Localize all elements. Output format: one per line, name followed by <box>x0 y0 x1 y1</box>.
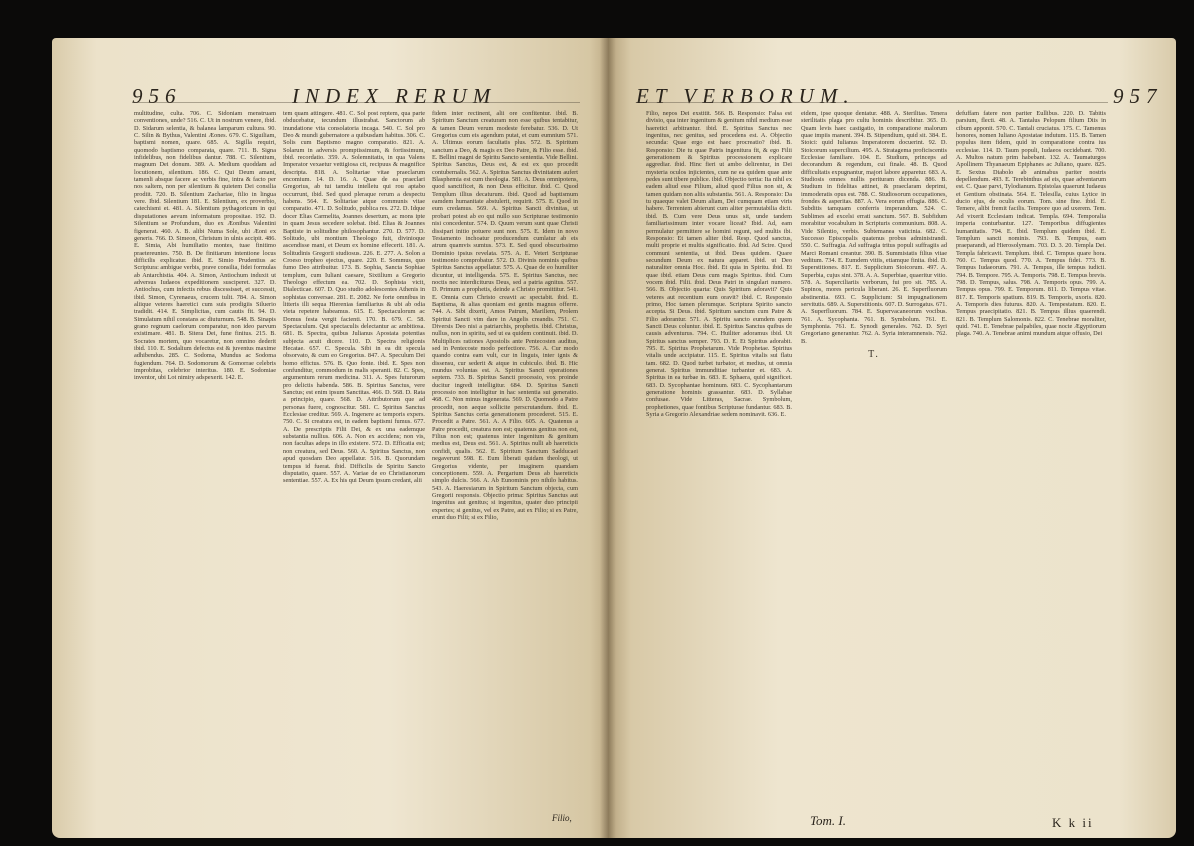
catchword: Filio, <box>552 813 572 823</box>
running-head-right: ET VERBORUM. <box>636 84 855 108</box>
left-column-3 <box>432 110 578 800</box>
right-page <box>608 38 1176 838</box>
book-gutter <box>600 38 616 838</box>
right-column-1 <box>646 110 792 800</box>
column-text: multitudine, culta. 706. C. Sidoniam menstruam conventiones, unde? 516. C. Ut in nostrum venere, ibid. D. Sidarum selentia, & balanea lamparum cultura. 90. C. Silin & Bythus, Valentini Æones. 679. C. Siguiliam, baptismi nomen, quare. 685. A. Sigilla requiri, quomodo baptismo comparata, quare. 711. B. Signa infidelibus, non fidelibus dantur. 788. C. Silentium, magnum Dei donum. 389. A. Medium quoddam ad locutionem, silentium. 186. C. Qui Deum amant, tamenli absque facere ac verbis fine, intra & facto per nos saltem, non per silentium & quietem Dei consilia prodiit. 720. B. Silentium Zachariae, filio in lingua vere. Ibid. Silentium 181. E. Silentium, ex proverbio, catechismi et. 481. A. Silentium pythagoricum in qui disputationes aevum informatum propositae. 192. D. Silentium se Profundum, duo ex Æonibus Valentini figenerat. 460. A. B. alibi Numa Sole, ubi Æoni ex generis. 766. D. Simeon, Christum in ulnis accipit. 486. E. Simia, Abi humiliatio montes, tuae finitimo praetereuntes. 750. B. De finitiarum intentione locus difficilis explicatur. ibid. E. Simio Prudentius ac Scriptura: ambigue verbis, prave consilia, fidei formulas ab Antarchistia. 404. A. Simon, Antiochum induxit ut adversus Iudaeos expeditionem susciperet. 327. D. Antiochus, cum infectis rebus discessisset, et successit, ibid. Simon, Cyrenaeus, crucem tulit. 784. A. Simon aliique veteres haeretici cum suis prodigiis Siluerio tradidit. 414. E. Simplicitas, cum cautis fit. 94. D. Simulatum nihil constans ac diuturnum. 548. B. Sinapis grano regnum caelorum comparatur, non ideo parvum existimare. 481. B. Sitera Dei, fune finitus. 215. B. Socrates mortem, quo vocaretur, non omnino dederit ibid. 110. E. Sodalium defectus est & juventus maxime adhibendus. 285. C. Sodoma, Mundus ac Sodoma fugiendum. 764. D. Sodomorum & Gomorrae celebris improbitas, celebrior interitus. 180. E. Sodomiae inventor, ubi Lot nimiry adspexerit. 142. E. <box>134 110 276 382</box>
left-column-2 <box>283 110 425 800</box>
column-text: defuffam fatere non pariter Eullibus. 220. D. Tabitis parsium, flecti. 48. A. Tantalus Pelopum filium Diis in cibum apponit. 570. C. Tantali cruciatus. 175. C. Tamenus honores, nomen Iuliano Apostatae indutum. 115. B. Tamen populus item fidem, quid in comparatione contra ius ecclesiae. 114. D. Taum populi, Iudaeos occidebant. 700. A. Multos natum prim habebant. 132. A. Taumaturgos Apollinem Thyanaeum Epiphanes ac Juliano, quare. 825. E. Sextus Diabolo ab animabus pariter nostris depellendum. 493. E. Terebinthus ad eis, quae adventarum est. C. Quae parvi, Tylodianum. Epistolas quaerunt Iudaeus et Gentium obstinata. 564. E. Telesilla, cuius Lytice in ducio ejus, de oculis eorum. Tom. sine fine. ibid. E. Temere, alibi fremit facilis. Tempore quo ad uxerem. Tem. Ad vixerit Ecclesiam indicat. Templa. 694. Temporalia imperia conturbantur. 127. Temporibus diffugientes humanitatis. 794. E. Ibid. Templum quidem ibid. E. Templum sancti nominis. 793. B. Tempus, eam praeparandi, ad Hierosolymam. 703. D. 3. 20. Templa Dei. Templa fabricavit. Templum. ibid. C. Tempus quare hora. 760. C. Tempus quod. 770. A. Tempus fidei. 773. B. Tempus Iudaeorum. 791. A. Tempus, ille tempus iudicii. 794. B. Tempore. 795. A. Temporis. 798. E. Tempus brevis. 798. D. Tempus, salus. 798. A. Temporis opus. 799. A. Tempus opus. 799. E. Temporum. 811. D. Tempus vitae. 817. E. Temporis spatium. 819. B. Temporis, uxoris. 820. A. Temporis dies futurus. 820. A. Tempestatum. 820. E. Tempus praecipitatio. 821. B. Tempus illius quaerendi. 821. B. Templum Salomonis. 822. C. Tenebrae moraliter, quid. 741. E. Tenebrae palpabiles, quae nocte Ægyptiorum plaga. 740. A. Tenebrae animi mundum atque offusio, Dei <box>956 110 1106 338</box>
right-column-2 <box>801 110 947 800</box>
signature-mark: K k ii <box>1052 815 1094 830</box>
page-number-right: 957 <box>1113 84 1163 108</box>
column-text: fidem inter rectinent, alii ore confitentur. ibid. B. Spiritum Sanctum creaturam non esse quibus tentabitur, & tamen Deum verum modeste ferebatur. 536. D. Ut Gregorius cum eis agendum putat, et cum eumnium 571. A. Ultimus eorum facultatis plus. 572. B. Spiritum sanctum a Deo, & magis ex Deo Patre, & Filio esse. ibid. E. Bellini magni de Spiritu Sancto sententia. Vide Bellini. Spiritus Sanctus, Deus est, & est ex quo procedit contubernalis. 562. A. Spiritus Sanctus divinitatem aufert Blasphemia est cum theologia. 581. A. Deus omnipotens, quod sanctificet, & non Deus efficitur. ibid. C. Quod Templum illius decaturum. ibid. Quod ad baptismum eamdem humanitate abstulerit, requirit. 575. E. Quod in eum credamus. 569. A. Spiritus Sancti divinitas, ut probari potest ab eo qui nullo suo Scripturae testimonio nisi concedentur. 574. D. Quum verum sunt quae Christi dissipari initio potuere sunt non. 575. E. Idem in novo Testamento inchoatur producendum cumlatur ab eis atrum quamvis sumtus. 573. E. Sed quod obscurissimo Dominio ipsius revelata. 575. A. E. Veteri Scripturae testimonio comprobatur. 572. D. Divinis nominis quibus Spiritus Sanctus appellatur. 575. A. Quae de eo humiliter dicuntur, ut intelligenda. 575. E. Spiritus Sanctus, nec noctis nec interdiciturus Deus, sed a patria agnitus. 557. D. Primum a prophetis, deinde a Christo promittitur. 541. E. Omnia cum Christo creavit ac spectabit. ibid. E. Baptisma, & alias quoniam est gentis magnus offerre. 744. A. Sibi dixerit, Amos Patrum, Mariliem, Prolem Spiritui Sancti vim dare in Angelis creandis. 751. C. Diversis Deo nisi a patriarchis, prophetis. ibid. Christus, nullus, non in spiritu, sed ut ea quidem continuit. ibid. D. Multiplices rationes Apostolis ante Pentecosten auditus, sed in Pentecoste modo perfectiore. 756. A. Cur modo quando contra eam vult, cur in linguis, inter ignis & dissensu, cur sederit & atque in cubiculo. ibid. B. Hic mundus voluntas est. A. Spiritus Sancti operationes septem. 733. B. Spiritus Sancti processio, vox proinde ducitur ingredi intelligitur. 684. D. Spiritus Sancti processio non intelligitur in hac sententia sui generatio. 468. C. Non minus ingenerata. 569. D. Quomodo a Patre procedit, non aeque sollicite perscrutandum. ibid. E. Spiritus Sanctus certa generationem procederet. 515. E. Procedit a Patre. 561. A. A Filio. 605. A. Quatenus a Patre procedit, creatura non est; quatenus genitus non est, Filius non est; quatenus inter ingenitum & genitum medius est, Deus est. 561. A. Spiritus nulli ab haereticis confidi, qualis. 562. E. Spiritum Sanctum Sadducaei negaverunt 598. E. Eum liberati quidam theologi, ut Gregorius vidente, per imaginem quandam conceptionem. 559. A. Pergarium Deus ab haereticis simplo dulcis. 566. A. Ab Eunominis pro nihilo habitus. 543. A. Haeresiarum in Spiritum Sanctum objecta, cum Gregorii responsis. Objectio prima: Spiritus Sanctus aut ingenitus aut genitus; si ingenitus, quater duo principii expertes; si genitus, vel ex Patre, aut ex Filio; si ex Patre, erunt duo Filii; si ex Filio, <box>432 110 578 521</box>
running-head-left: INDEX RERUM <box>292 84 497 108</box>
book-spread <box>52 38 1176 838</box>
page-number-left: 956 <box>132 84 182 108</box>
right-column-3 <box>956 110 1106 800</box>
volume-label: Tom. I. <box>810 813 847 828</box>
header-rule-right <box>644 102 1108 103</box>
column-text: eidem, ipse quoque dentatur. 488. A. Sterilitas. Tenera sterilitatis plaga pro cultu hominis describitur. 365. D. Quam levis haec castigatio, in comparatione malorum quae impiis manent. 394. B. Stipendium, quid sit. 384. E. Stoici: quid Iulianus Imperatorem docuerint. 92. D. Stoicorum supercilium. 495. A. Stratagema proficiscentis Ecclesiae familiare. 104. E. Studium, princeps ad decorandum & regendum, cui finale. 48. B. Quod difficultatis expugnantur, majori labore apparetur. 683. A. Studiosis omnes nullis perituram dicenda. 886. B. Studium in fidelitas attinet, & praeclaram deprimi, immoderatis opus est. 788. C. Studiosorum occupationes, frondes & asperitas. 887. A. Vera eorum effugia. 886. C. Subditis tamquam conferris imperandum. 524. C. Sublimes ad excelsi errati sanctum. 567. B. Subfidum morabitur vocabulum in Scripturis communium. 808. A. Vide Silentio, verbis. Subtemanea vaticinia. 682. C. Successo Episcopalis quatenus probus administrandi. 550. C. Suffragia. Ad suffragia tritus populi suffragiis ad Marci Romani creantur. 390. B. Summistatis filius vitae veditum. 734. E. Eumdem vitiis, etiamque finita. ibid. D. Superstitiones. 817. E. Supplicium Stoicorum. 497. A. Superbia, cujus sint. 378. A. A. Superbiae, quaeritur vitio. 578. A. Superciliariis verborum, fui pro sit. 785. A. Supinos, mores pericula liberant. 26. E. Superfluorum abstinentia. 693. C. Supplicium: Si impugnationem servitutis. 689. A. Superstitionis. 607. D. Surrogatus. 671. A. Superfluorum. 784. E. Supervacaneorum vocibus. 761. A. Sycophanta. 761. B. Symbolum. 761. E. Symphonia. 761. E. Synodi generales. 762. D. Syri Gregoriano generantur. 762. A. Syria interamnensis. 762. B. <box>801 110 947 345</box>
section-letter: T. <box>868 349 880 360</box>
column-text: Filio, nepos Dei exstitit. 566. B. Responsio: Falsa est divisio, qua inter ingenitum & genitum nihil medium esse haeretici arbitrantur. ibid. E. Spiritus Sanctus nec ingenitus, nec genitus, sed procedens est. A. Objectio secunda: Quae ergo est haec procreatio? ibid. B. Responsio: Die tu quae Patris ingenitura fit, & ego Filii generationem & Spiritus processionem explicare aggrediar. ibid. Hinc fieri ut ambo delirentur, in Dei mysteria oculos injicientes, cum ne ea quidem quae ante pedes sunt tibere publice. ibid. Objectio tertia: Ita nihil ex eadem aliud esse Filium, aliud quod Filius non sit, & tamen quidam non aliis substantia. 561. A. Responsio: Da tu quaeque valet Deum aliam, Dei cumquam etiam viris habere. Terrentem abierunt cum aliter permutabilia dicit. ibid. B. Cum vere Deus unus sit, unde tandem familiarissimum inter vocare liceat? Ibid. Ad, eam permulatur permittere se homini regunt, sed multis ibi. Responsio: Et tamen aliter ibid. Resp. Quod sanctus, multi proprie et multis significatio. ibid. Ad Scire. Quod communi sententia, ut ibid. Deus quidem. Quare secundum Deum ex natura apparet. ibid. ut Deo naturaliter omnia Hoc. ibid. Et quia in Spiritu. ibid. Et quae ibid. etiam Deus cum magis Spiritus. ibid. Cum vocem ibid. Filii. ibid. Deus Patri in singulari numero. 566. B. Objectio quarta: Quis Spiritum adoravit? Quis veteres aut recentium eum oravit? ibid. C. Responsio primo, Hoc tamen plerumque. Scriptura Spirito sancto accepta. Si Deus. ibid. Spiritum sanctum cum Patre & Filio adorantur. 571. A. Spiritu sancto eumdem quem Sancti Deus coluntur. ibid. E. Spiritus Sanctus quibus de causis adventurus. 794. C. Huiliter adoramus ibid. Ut Spiritus sanctus semper. 793. D. E. Et Spiritus adorabit. 795. E. Spiritus Prophetarum. Vide Prophetae. Spiritus vitalis unde accipiatur. 115. E. Spiritus vitalis sui flatu tam. 682. D. Quod turbet turbator, et medius, ut omnia generat. Spiritus immunditiae turbantur et. 683. A. Spiritus in ea turbae in. 683. E. Sphaera, quid significet. 683. D. Sycophantae hominum. 683. C. Sycophantarum generatione hominis grassantur. 683. D. Syllabae confusae. Vide Litteras, Sacrae. Symbolum, prophetiones, quae fontibus Scripturae fundantur. 683. B. Syria a Gregorio Alexandriae sedem nominavit. 636. E. <box>646 110 792 419</box>
column-text: tem quam attingere. 481. C. Sol post reptem, qua parte obducebatur, tecundum illustrabat. Sanctorum ab inundatione vita consolatoria incaga. 540. C. Sol pro Deo & mundi gubernatore a quibusdam habitus. 306. C. Solis cum Baptismo magno comparatio. 821. A. Solarum in adversis promptissimum, & fortissimum, ibid. recordatio. 359. A. Solemnitatis, in qua Valens Imperator vexaetur vettigiosa cit, recipuus & magnifice descripta. 818. A. Solitariae vitae praeclarum encomium. 14. D. 16. A. Quae de ea praeclari Gregorius, ab tui tamdiu intelletu qui rou aptabo occurrunt, ibid. Sed quod pleraque rerum a despectu habens. 564. E. Solitariae atque communis vitae comparatio. 471. D. Solitudo, publica res. 272. D. Idque docer Elias Carmelita, Joannes desertum, ac mons ipte in quam Jesus secedere solebat. ibid. Elias & Joannes Baptiste in solitudine philosophantur. 270. D. 577. D. Solitudo, ubi montium Theologo fuit, divinioque ascendisse mani, et Deum ex homine effecerit. 181. A. Solitudinis Gregorii studiosus. 226. E. 277. A. Solon a Croeso tropheo ejectus, quare. 220. E. Sommus, quo fumo Deo attribuitur. 173. B. Sophia, Sancta Sophiae templum, cum Iuliani caesare, Sixtilium a Gregorio Theologo effectum ea. 702. D. Sophista vicit, Dialecticae. 607. D. Quo studio adolescentes Athenis in sophistas conversae. 281. E. 2082. Ne forte omnibus in litteris illi sequa Hierenias familiarius & ubi ab odia vieta repetere habeamus. 615. E. Spectaculorum ac Domus festa vergit facienti. 170. B. 679. C. 58. Spectaculum. Qui spectaculis delectantur ac ambitiosa. 681. B. Spectra, quibus Julianus Apostata potentias subjecta acuit dicere. 110. D. Spectra religionis Hecatae. 657. C. Specula. Sibi in ea dit specula obsorvato, & cum eo Gregorius. 847. A. Speculum Dei homo effictus. 576. B. Quo fonte. ibid. E. Spes non confunditur, commodum in malis speranti. 82. C. Spes, argumentum rerum medicina. 311. A. Spes futurorum pro delictis habenda. 586. B. Spiritus Sanctus, vere Sanctus; est enim ipsum Sanctitas. 466. D. 568. D. Rata a principio, quare. 568. D. Attributorum que ad personas fuere, cognoscitur. 581. C. Spiritus Sanctus Ecclesiae creditur. 569. A. Ingenere ac temporis expers. 750. C. Si creatura est, in eadem baptismi fumus. 677. A. De prescriptis Filii Dei, & ex una eademque substantia nullius. 606. A. Non ex accidens; non vis, non facultas adeps in illo existere. 572. D. Efficatia est; non creatura, sed Deus. 560. A. Spiritus Sanctus, non apud quosdam Deo appellatur. 516. B. Quorundam tempus id fuerat. ibid. Difficilis de Spiritu Sancto disputatio, quare. 557. A. Variae de eo Christianorum sententiae. 557. A. Ex his qui Deum ipsum credant, alii <box>283 110 425 485</box>
header-rule-left <box>132 102 580 103</box>
left-page <box>52 38 612 838</box>
left-column-1 <box>134 110 276 800</box>
